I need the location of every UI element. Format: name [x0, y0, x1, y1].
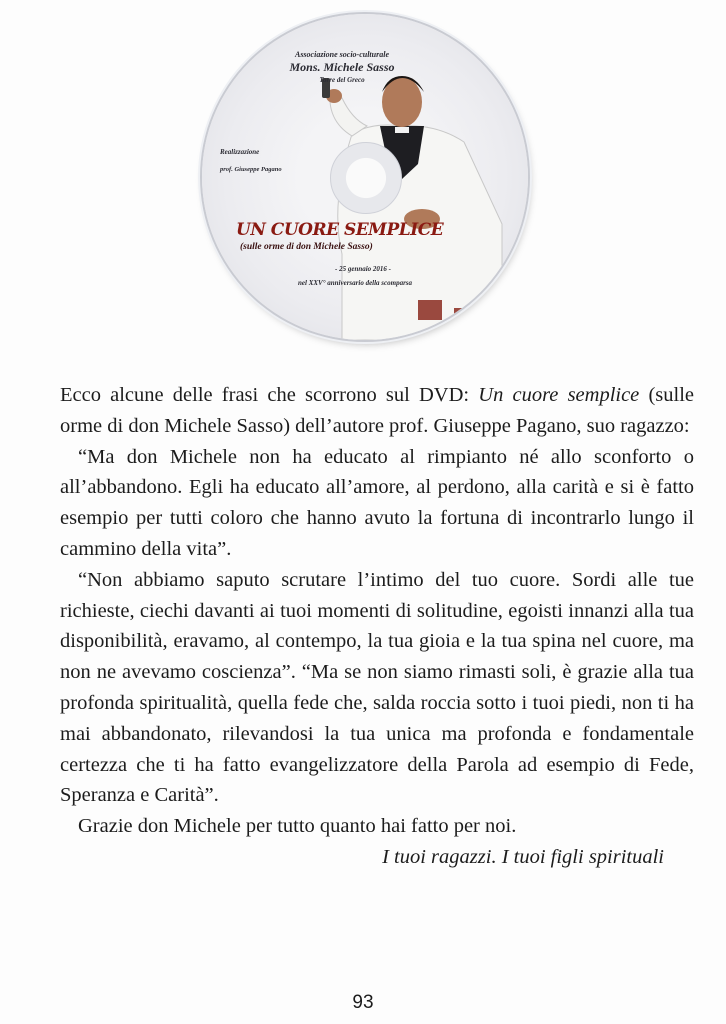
body-text	[60, 380, 694, 873]
disc-place-line: Torre del Greco	[319, 76, 365, 84]
disc-title: UN CUORE SEMPLICE	[236, 220, 444, 240]
dvd-disc-image	[202, 14, 528, 340]
disc-center-ring	[330, 142, 402, 214]
signature-line: I tuoi ragazzi. I tuoi figli spirituali	[382, 845, 664, 868]
disc-author-line: prof. Giuseppe Pagano	[220, 166, 282, 173]
disc-date-line: - 25 gennaio 2016 -	[335, 265, 391, 273]
disc-anniversary-line: nel XXV° anniversario della scomparsa	[298, 279, 413, 287]
intro-paragraph	[60, 380, 694, 442]
intro-text-after: (sulle orme di don Michele Sasso) dell’autore prof. Giuseppe Pagano, suo ragazzo:	[60, 384, 695, 437]
thanks-paragraph: Grazie don Michele per tutto quanto hai fatto per noi.	[78, 815, 517, 838]
quote-paragraph-1: “Ma don Michele non ha educato al rimpianto né allo sconforto o all’abbandono. Egli ha educato all’amore, al perdono, alla carità e si è fatto esempio per tutti coloro che hanno avuto la fortuna di incontrarlo lungo il cammino della vita”.	[60, 445, 694, 560]
page-number: 93	[352, 992, 374, 1013]
disc-realization-label: Realizzazione	[220, 148, 260, 156]
disc-subtitle: (sulle orme di don Michele Sasso)	[240, 242, 373, 252]
quote-paragraph-2: “Non abbiamo saputo scrutare l’intimo del tuo cuore. Sordi alle tue richieste, ciechi davanti ai tuoi momenti di solitudine, egoisti innanzi alla tua disponibilità, eravamo, al contempo, la tua gioia e la tua spina nel cuore, ma non ne avevamo coscienza”. “Ma se non siamo rimasti soli, è grazie alla tua profonda spiritualità, quella fede che, salda roccia sotto i tuoi piedi, non ti ha mai abbandonato, rilevandosi la tua unica ma profonda e fondamentale certezza che ti ha fatto evangelizzatore della Parola ad esempio di Fede, Speranza e Carità”.	[60, 568, 694, 807]
dvd-title-italic: Un cuore semplice	[478, 384, 640, 406]
disc-association-line: Associazione socio-culturale	[294, 50, 389, 59]
disc-name-line: Mons. Michele Sasso	[289, 60, 395, 74]
intro-text-before: Ecco alcune delle frasi che scorrono sul DVD:	[60, 384, 479, 406]
